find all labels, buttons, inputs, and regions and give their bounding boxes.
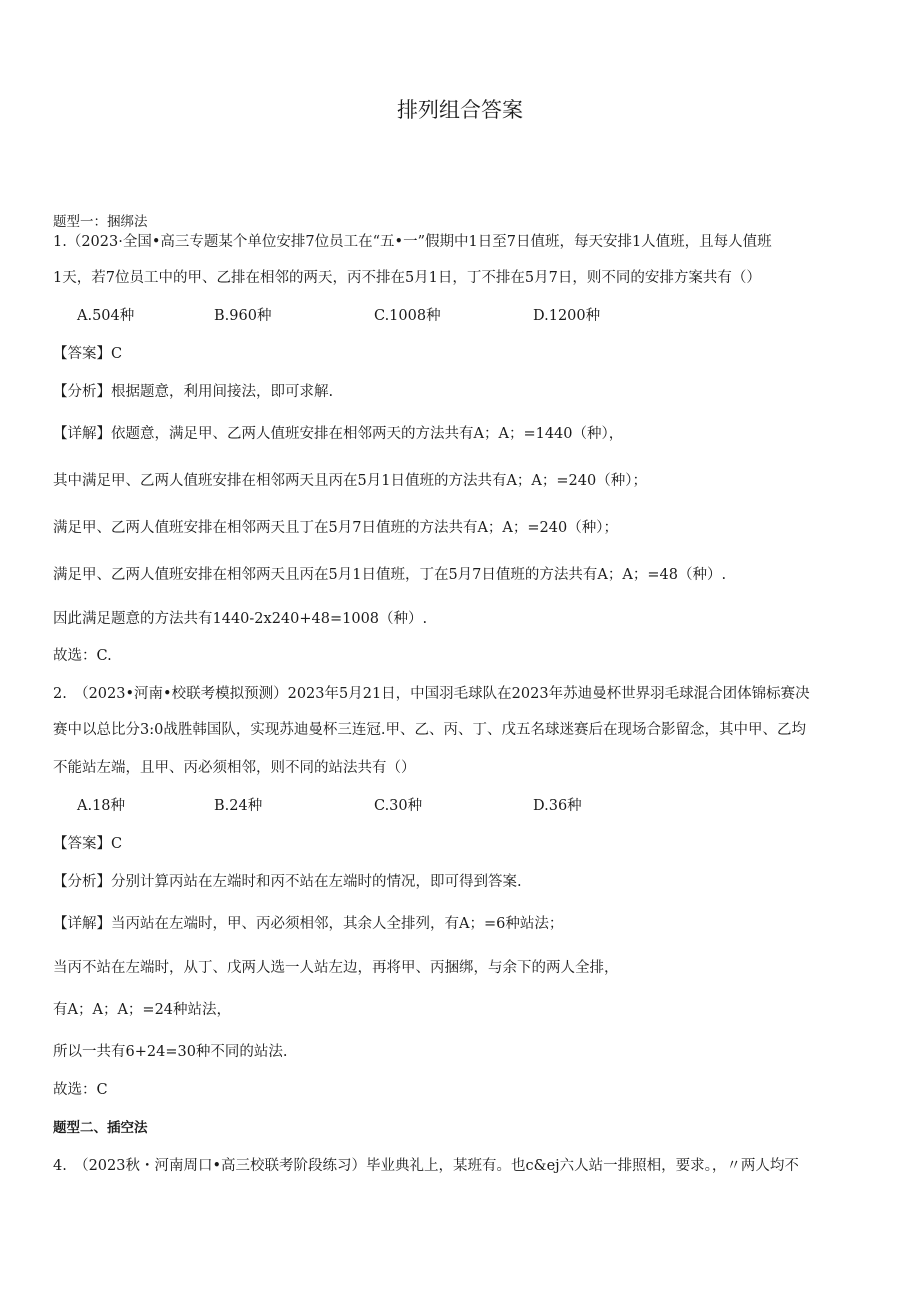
option-c: C.1008种 bbox=[374, 308, 441, 324]
detail-line: 有A；A；A；=24种站法， bbox=[53, 1002, 232, 1018]
question-2-text: 赛中以总比分3:0战胜韩国队，实现苏迪曼杯三连冠.甲、乙、丙、丁、戊五名球迷赛后在现场合影留念，其中甲、乙均 bbox=[53, 722, 806, 738]
analysis-line: 【分析】分别计算丙站在左端时和丙不站在左端时的情况，即可得到答案. bbox=[53, 874, 522, 890]
page-title: 排列组合答案 bbox=[397, 98, 523, 122]
detail-line: 满足甲、乙两人值班安排在相邻两天且丁在5月7日值班的方法共有A；A；=240（种）； bbox=[53, 520, 618, 536]
option-b: B.24种 bbox=[214, 798, 263, 814]
option-d: D.36种 bbox=[533, 798, 582, 814]
option-c: C.30种 bbox=[374, 798, 423, 814]
answer-line: 【答案】C bbox=[53, 346, 123, 362]
section-heading: 题型一：捆绑法 bbox=[53, 214, 148, 230]
detail-line: 所以一共有6+24=30种不同的站法. bbox=[53, 1044, 288, 1060]
detail-line: 因此满足题意的方法共有1440-2x240+48=1008（种）. bbox=[53, 611, 428, 627]
question-2-text: 2. （2023•河南•校联考模拟预测）2023年5月21日，中国羽毛球队在2023年苏迪曼杯世界羽毛球混合团体锦标赛决 bbox=[53, 686, 810, 702]
option-b: B.960种 bbox=[214, 308, 272, 324]
detail-line: 其中满足甲、乙两人值班安排在相邻两天且丙在5月1日值班的方法共有A；A；=240（种）； bbox=[53, 473, 647, 489]
question-2-text: 不能站左端，且甲、丙必须相邻，则不同的站法共有（） bbox=[53, 760, 416, 776]
analysis-line: 【分析】根据题意，利用间接法，即可求解. bbox=[53, 384, 334, 400]
question-1-text: 1.（2023·全国•高三专题某个单位安排7位员工在“五•一”假期中1日至7日值班，每天安排1人值班，且每人值班 bbox=[53, 234, 772, 250]
option-a: A.18种 bbox=[77, 798, 126, 814]
option-d: D.1200种 bbox=[533, 308, 601, 324]
option-a: A.504种 bbox=[77, 308, 135, 324]
question-4-text: 4. （2023秋・河南周口•高三校联考阶段练习）毕业典礼上，某班有。也c&ej六人站一排照相，要求。，〃两人均不 bbox=[53, 1158, 799, 1174]
question-1-text: 1天，若7位员工中的甲、乙排在相邻的两天，丙不排在5月1日，丁不排在5月7日，则不同的安排方案共有（） bbox=[53, 270, 761, 286]
choice-line: 故选：C bbox=[53, 1082, 108, 1098]
answer-line: 【答案】C bbox=[53, 836, 123, 852]
detail-line: 满足甲、乙两人值班安排在相邻两天且丙在5月1日值班，丁在5月7日值班的方法共有A；A；=48（种）. bbox=[53, 567, 727, 583]
detail-line: 【详解】当丙站在左端时，甲、丙必须相邻，其余人全排列，有A；=6种站法； bbox=[53, 916, 564, 932]
detail-line: 【详解】依题意，满足甲、乙两人值班安排在相邻两天的方法共有A；A；=1440（种）， bbox=[53, 426, 624, 442]
detail-line: 当丙不站在左端时，从丁、戊两人选一人站左边，再将甲、丙捆绑，与余下的两人全排， bbox=[53, 960, 619, 976]
choice-line: 故选：C. bbox=[53, 648, 112, 664]
section-heading: 题型二、插空法 bbox=[53, 1120, 148, 1136]
